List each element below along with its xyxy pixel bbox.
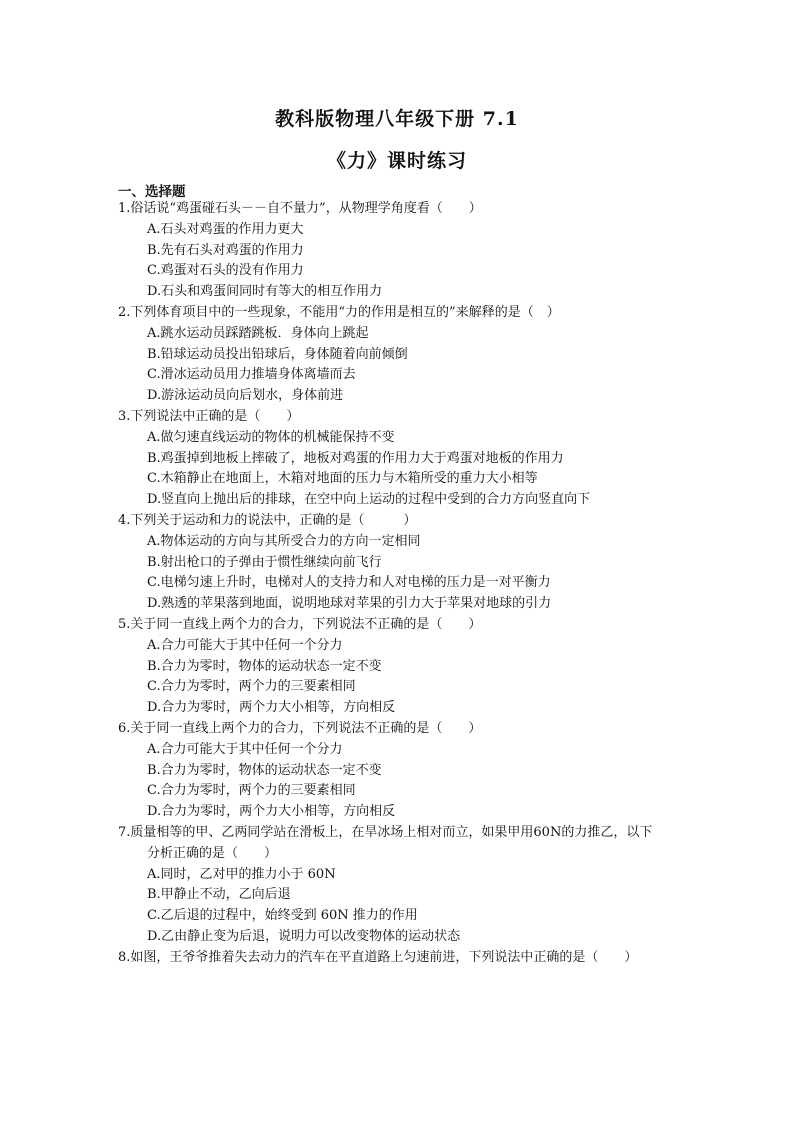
option-b: B.合力为零时，物体的运动状态一定不变 bbox=[147, 658, 382, 674]
question-stem: 2.下列体育项目中的一些现象，不能用“力的作用是相互的”来解释的是（ ） bbox=[118, 304, 560, 320]
document-subtitle: 《力》课时练习 bbox=[326, 150, 467, 172]
option-c: C.鸡蛋对石头的没有作用力 bbox=[147, 263, 304, 279]
option-a: A.做匀速直线运动的物体的机械能保持不变 bbox=[147, 429, 395, 445]
option-d: D.合力为零时，两个力大小相等，方向相反 bbox=[147, 700, 396, 716]
option-b: B.铅球运动员投出铅球后，身体随着向前倾倒 bbox=[147, 346, 408, 362]
option-a: A.石头对鸡蛋的作用力更大 bbox=[147, 221, 304, 237]
question-stem: 8.如图，王爷爷推着失去动力的汽车在平直道路上匀速前进，下列说法中正确的是（ ） bbox=[118, 949, 638, 965]
question-5 bbox=[118, 615, 718, 719]
question-2 bbox=[118, 303, 718, 407]
question-stem: 5.关于同一直线上两个力的合力，下列说法不正确的是（ ） bbox=[118, 616, 482, 632]
option-b: B.射出枪口的子弹由于惯性继续向前飞行 bbox=[147, 554, 382, 570]
option-d: D.石头和鸡蛋间同时有等大的相互作用力 bbox=[147, 284, 383, 300]
option-b: B.甲静止不动，乙向后退 bbox=[147, 887, 291, 903]
question-6 bbox=[118, 719, 718, 823]
option-d: D.合力为零时，两个力大小相等，方向相反 bbox=[147, 804, 396, 820]
question-7 bbox=[118, 823, 718, 948]
option-a: A.合力可能大于其中任何一个分力 bbox=[147, 637, 343, 653]
document-title: 教科版物理八年级下册 7.1 bbox=[275, 108, 519, 130]
question-stem: 1.俗话说“鸡蛋碰石头－－自不量力”，从物理学角度看（ ） bbox=[118, 201, 482, 216]
option-a: A.同时，乙对甲的推力小于 60N bbox=[147, 866, 336, 882]
question-stem: 4.下列关于运动和力的说法中，正确的是（ ） bbox=[118, 512, 417, 528]
section-heading: 一、选择题 bbox=[118, 184, 186, 200]
option-b: B.鸡蛋掉到地板上摔破了，地板对鸡蛋的作用力大于鸡蛋对地板的作用力 bbox=[147, 450, 564, 466]
question-8 bbox=[118, 948, 718, 969]
option-c: C.乙后退的过程中，始终受到 60N 推力的作用 bbox=[147, 908, 418, 924]
option-c: C.合力为零时，两个力的三要素相同 bbox=[147, 783, 356, 799]
option-d: D.竖直向上抛出后的排球，在空中向上运动的过程中受到的合力方向竖直向下 bbox=[147, 492, 591, 508]
question-1 bbox=[118, 199, 718, 303]
question-4 bbox=[118, 511, 718, 615]
option-b: B.合力为零时，物体的运动状态一定不变 bbox=[147, 762, 382, 778]
option-b: B.先有石头对鸡蛋的作用力 bbox=[147, 242, 304, 258]
option-a: A.物体运动的方向与其所受合力的方向一定相同 bbox=[147, 533, 421, 549]
option-c: C.木箱静止在地面上，木箱对地面的压力与木箱所受的重力大小相等 bbox=[147, 471, 538, 487]
option-c: C.合力为零时，两个力的三要素相同 bbox=[147, 679, 356, 695]
question-stem: 3.下列说法中正确的是（ ） bbox=[118, 408, 300, 424]
option-c: C.电梯匀速上升时，电梯对人的支持力和人对电梯的压力是一对平衡力 bbox=[147, 575, 551, 591]
option-d: D.熟透的苹果落到地面，说明地球对苹果的引力大于苹果对地球的引力 bbox=[147, 596, 552, 612]
option-d: D.游泳运动员向后划水，身体前进 bbox=[147, 388, 344, 404]
question-list bbox=[118, 199, 718, 968]
option-d: D.乙由静止变为后退，说明力可以改变物体的运动状态 bbox=[147, 928, 461, 944]
option-a: A.跳水运动员踩踏跳板．身体向上跳起 bbox=[147, 325, 369, 341]
question-stem-continued: 分析正确的是（ ） bbox=[147, 845, 278, 861]
question-stem: 7.质量相等的甲、乙两同学站在滑板上，在旱冰场上相对而立，如果甲用60N的力推乙，以下 bbox=[118, 824, 653, 840]
option-a: A.合力可能大于其中任何一个分力 bbox=[147, 741, 343, 757]
question-3 bbox=[118, 407, 718, 511]
question-stem: 6.关于同一直线上两个力的合力，下列说法不正确的是（ ） bbox=[118, 720, 482, 736]
option-c: C.滑冰运动员用力推墙身体离墙而去 bbox=[147, 367, 356, 383]
